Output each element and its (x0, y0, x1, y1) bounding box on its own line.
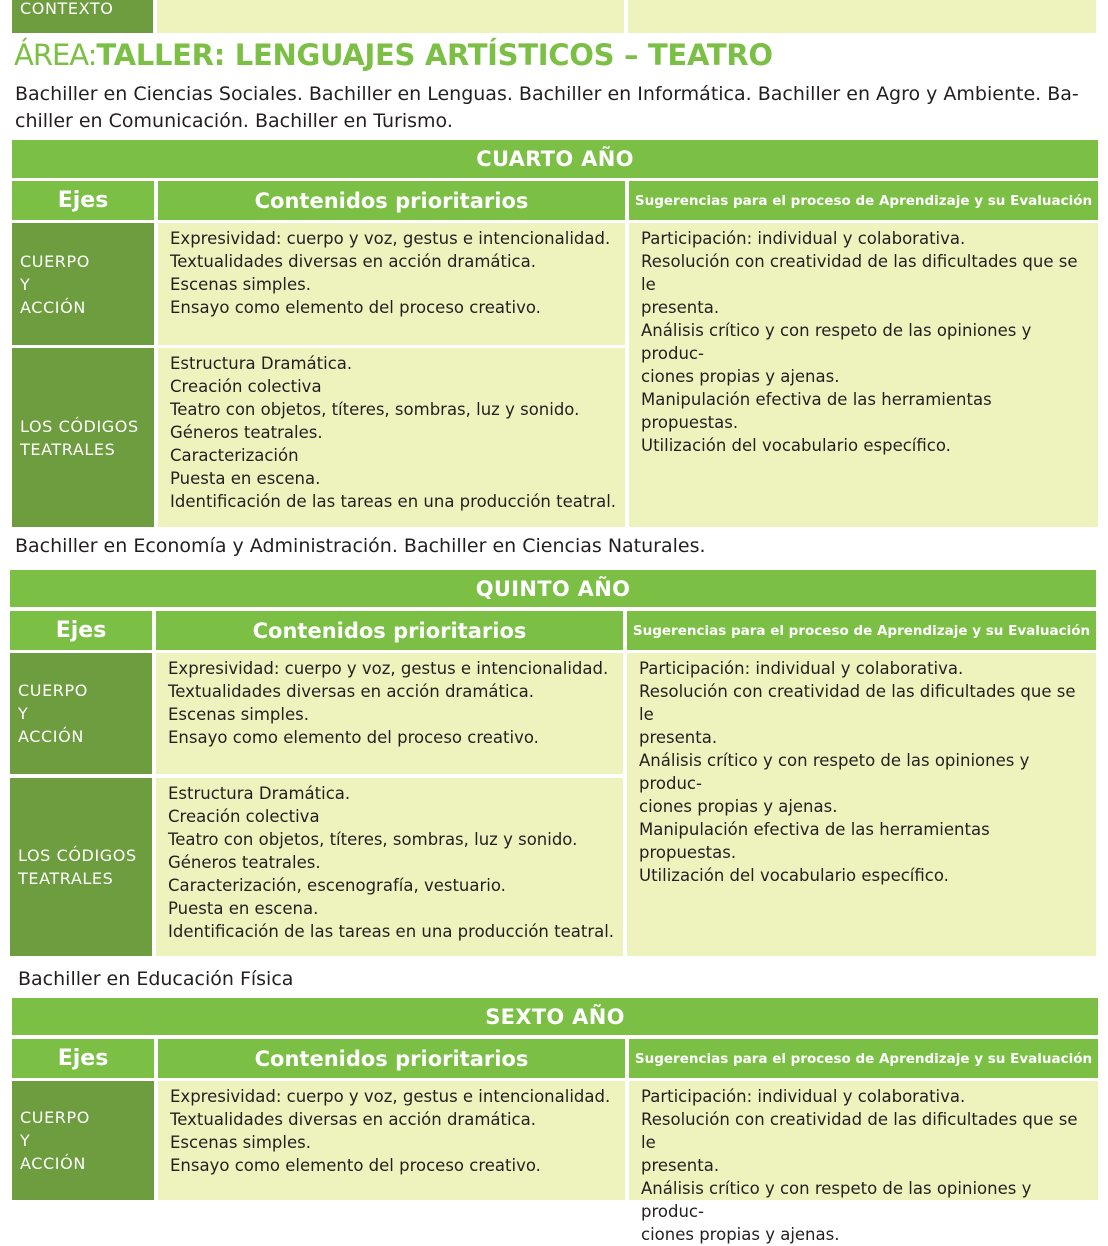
program-line: Bachiller en Economía y Administración. Bachiller en Ciencias Naturales. (15, 535, 706, 557)
suggestion-item: Análisis crítico y con respeto de las opiniones y produc- (639, 751, 1030, 793)
axis-line: LOS CÓDIGOS (20, 416, 139, 436)
header-contenidos-label: Contenidos prioritarios (254, 1046, 529, 1071)
suggestion-item: Manipulación efectiva de las herramientas propuestas. (641, 390, 992, 432)
content-item: Estructura Dramática. (170, 354, 353, 373)
axis-line: Y (20, 1131, 31, 1150)
year-title: CUARTO AÑO (476, 147, 634, 171)
content-item: Escenas simples. (170, 275, 311, 294)
content-item: Textualidades diversas en acción dramática. (168, 682, 534, 701)
suggestion-item: Participación: individual y colaborativa. (641, 1087, 966, 1106)
header-contenidos-label: Contenidos prioritarios (254, 188, 529, 213)
suggestion-item: ciones propias y ajenas. (641, 1225, 840, 1244)
area-prefix: ÁREA: (14, 38, 97, 72)
contents-cuerpo-accion (158, 223, 625, 345)
axis-cuerpo-accion (10, 653, 152, 774)
suggestion-item: Resolución con creatividad de las dificultades que se le (641, 252, 1078, 294)
header-contenidos-label: Contenidos prioritarios (252, 618, 527, 643)
axis-line: Y (18, 704, 29, 723)
header-sugerencias-label: Sugerencias para el proceso de Aprendizaje y su Evaluación (634, 192, 1093, 209)
area-name: TALLER: LENGUAJES ARTÍSTICOS – TEATRO (96, 38, 773, 72)
content-item: Puesta en escena. (170, 469, 321, 488)
suggestion-item: Resolución con creatividad de las dificultades que se le (641, 1110, 1078, 1152)
axis-line: TEATRALES (20, 439, 116, 459)
header-contenidos (156, 611, 623, 650)
suggestions-quinto (627, 653, 1096, 956)
program-line: Bachiller en Ciencias Sociales. Bachiller en Lenguas. Bachiller en Informática. Bachiller en Agro y Ambiente. Ba- (15, 83, 1079, 105)
program-line: Bachiller en Educación Física (18, 968, 294, 990)
content-item: Caracterización, escenografía, vestuario. (168, 876, 506, 895)
header-sugerencias (627, 611, 1096, 650)
content-item: Teatro con objetos, títeres, sombras, luz y sonido. (170, 400, 580, 419)
content-item: Teatro con objetos, títeres, sombras, luz y sonido. (168, 830, 578, 849)
suggestion-item: Resolución con creatividad de las dificultades que se le (639, 682, 1076, 724)
content-item: Escenas simples. (170, 1133, 311, 1152)
suggestion-item: ciones propias y ajenas. (639, 797, 838, 816)
header-sugerencias-label: Sugerencias para el proceso de Aprendizaje y su Evaluación (632, 622, 1091, 639)
prev-table-axis-cell (12, 0, 153, 33)
content-item: Ensayo como elemento del proceso creativo. (170, 298, 541, 317)
axis-line: CUERPO (20, 1108, 90, 1127)
prev-table-axis-label: CONTEXTO (20, 0, 114, 18)
axis-line: LOS CÓDIGOS (18, 846, 137, 865)
axis-line: ACCIÓN (20, 1154, 86, 1173)
content-item: Expresividad: cuerpo y voz, gestus e intencionalidad. (170, 229, 611, 248)
suggestion-item: Análisis crítico y con respeto de las opiniones y produc- (641, 321, 1032, 363)
content-item: Géneros teatrales. (168, 853, 321, 872)
suggestion-item: Utilización del vocabulario específico. (639, 866, 949, 885)
programs-sexto (18, 967, 1098, 991)
year-bar-quinto (10, 570, 1096, 607)
programs-quinto (15, 534, 1100, 558)
suggestions-cuarto (629, 223, 1098, 527)
axis-line: CUERPO (18, 681, 88, 700)
content-item: Expresividad: cuerpo y voz, gestus e intencionalidad. (170, 1087, 611, 1106)
axis-line: Y (20, 274, 31, 294)
contents-cuerpo-accion (156, 653, 623, 774)
suggestion-item: Manipulación efectiva de las herramientas propuestas. (639, 820, 990, 862)
axis-line: TEATRALES (18, 869, 114, 888)
header-contenidos (158, 1039, 625, 1078)
axis-cuerpo-accion (12, 223, 154, 345)
axis-cuerpo-accion (12, 1081, 154, 1200)
content-item: Identificación de las tareas en una producción teatral. (168, 922, 615, 941)
axis-codigos-teatrales (10, 778, 152, 956)
axis-line: ACCIÓN (18, 727, 84, 746)
content-item: Géneros teatrales. (170, 423, 323, 442)
content-item: Identificación de las tareas en una producción teatral. (170, 492, 617, 511)
year-bar-cuarto (12, 140, 1098, 178)
axis-line: CUERPO (20, 251, 90, 271)
content-item: Creación colectiva (168, 807, 320, 826)
suggestion-item: presenta. (639, 728, 718, 747)
suggestion-item: ciones propias y ajenas. (641, 367, 840, 386)
axis-codigos-teatrales (12, 348, 154, 527)
header-contenidos (158, 181, 625, 220)
suggestion-item: presenta. (641, 1156, 720, 1175)
header-sugerencias (629, 181, 1098, 220)
header-ejes-label: Ejes (55, 618, 107, 643)
suggestion-item: presenta. (641, 298, 720, 317)
suggestions-sexto (629, 1081, 1098, 1244)
content-item: Ensayo como elemento del proceso creativo. (168, 728, 539, 747)
header-ejes-label: Ejes (57, 1046, 109, 1071)
content-item: Escenas simples. (168, 705, 309, 724)
contents-codigos-teatrales (156, 778, 623, 956)
year-title: SEXTO AÑO (485, 1004, 625, 1029)
prev-table-content-cell (157, 0, 624, 33)
content-item: Estructura Dramática. (168, 784, 351, 803)
axis-line: ACCIÓN (20, 297, 86, 317)
contents-codigos-teatrales (158, 348, 625, 527)
suggestion-item: Análisis crítico y con respeto de las opiniones y produc- (641, 1179, 1032, 1221)
header-ejes (12, 181, 154, 220)
year-bar-sexto (12, 998, 1098, 1035)
prev-table-suggestion-cell (628, 0, 1096, 33)
suggestion-item: Participación: individual y colaborativa. (639, 659, 964, 678)
header-sugerencias-label: Sugerencias para el proceso de Aprendizaje y su Evaluación (634, 1050, 1093, 1067)
suggestion-item: Utilización del vocabulario específico. (641, 436, 951, 455)
programs-cuarto (15, 81, 1100, 135)
header-ejes (12, 1039, 154, 1078)
suggestion-item: Participación: individual y colaborativa. (641, 229, 966, 248)
content-item: Caracterización (170, 446, 299, 465)
content-item: Expresividad: cuerpo y voz, gestus e intencionalidad. (168, 659, 609, 678)
content-item: Textualidades diversas en acción dramática. (170, 1110, 536, 1129)
program-line: chiller en Comunicación. Bachiller en Turismo. (15, 110, 453, 132)
content-item: Creación colectiva (170, 377, 322, 396)
content-item: Textualidades diversas en acción dramática. (170, 252, 536, 271)
header-ejes-label: Ejes (57, 188, 109, 213)
content-item: Puesta en escena. (168, 899, 319, 918)
area-title (14, 36, 773, 74)
year-title: QUINTO AÑO (475, 576, 631, 601)
header-sugerencias (629, 1039, 1098, 1078)
content-item: Ensayo como elemento del proceso creativo. (170, 1156, 541, 1175)
contents-cuerpo-accion (158, 1081, 625, 1200)
header-ejes (10, 611, 152, 650)
